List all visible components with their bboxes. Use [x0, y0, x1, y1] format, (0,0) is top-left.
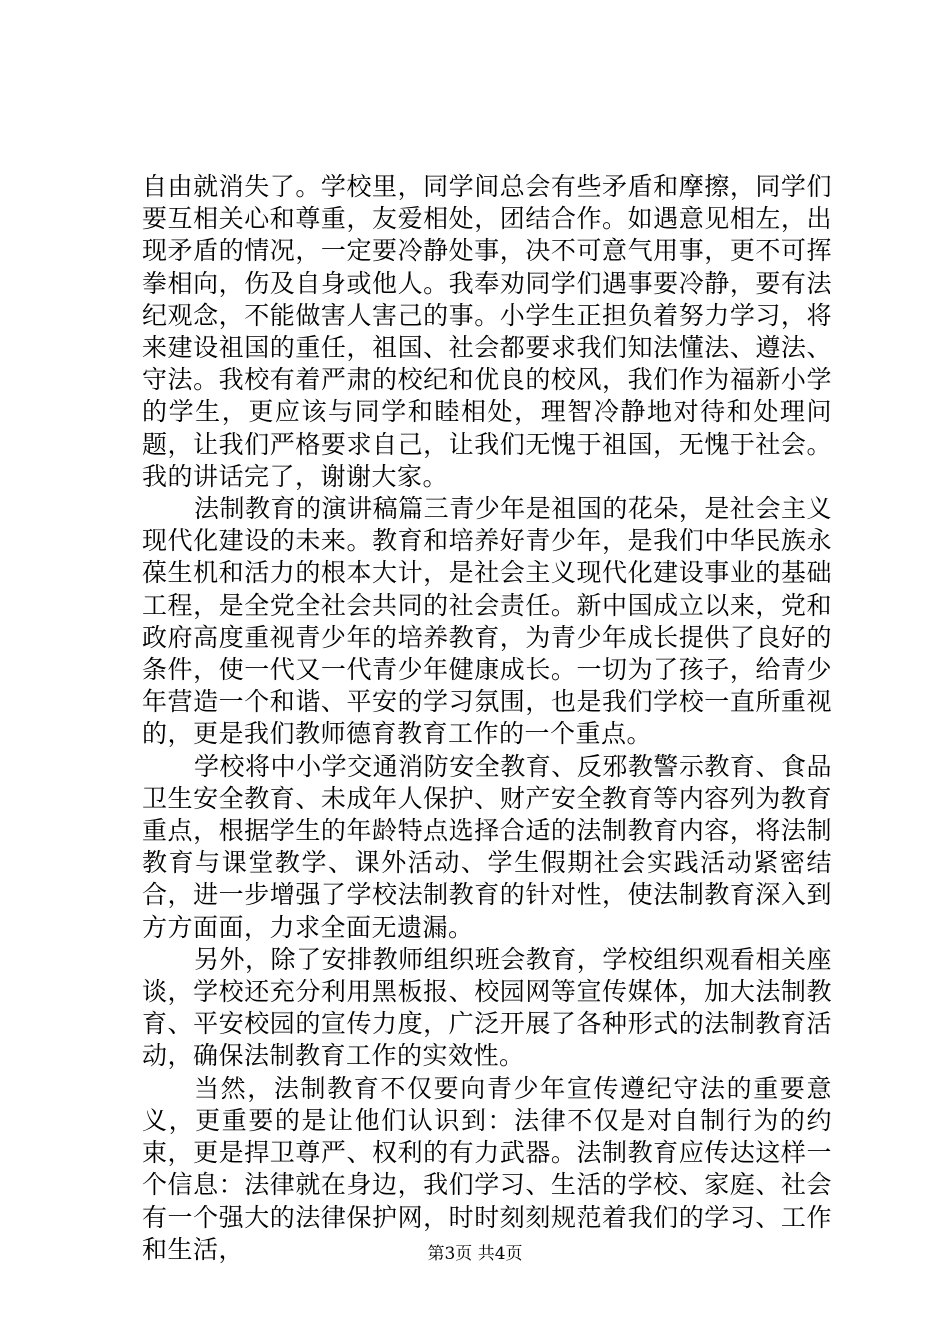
body-text — [142, 171, 832, 1266]
page-number-label: 第3页 共4页 — [427, 1244, 523, 1264]
paragraph-3: 学校将中小学交通消防安全教育、反邪教警示教育、食品卫生安全教育、未成年人保护、财产安全教育等内容列为教育重点，根据学生的年龄特点选择合适的法制教育内容，将法制教育与课堂教学、课外活动、学生假期社会实践活动紧密结合，进一步增强了学校法制教育的针对性，使法制教育深入到方方面面，力求全面无遗漏。 — [142, 751, 832, 942]
paragraph-2: 法制教育的演讲稿篇三青少年是祖国的花朵，是社会主义现代化建设的未来。教育和培养好青少年，是我们中华民族永葆生机和活力的根本大计，是社会主义现代化建设事业的基础工程，是全党全社会共同的社会责任。新中国成立以来，党和政府高度重视青少年的培养教育，为青少年成长提供了良好的条件，使一代又一代青少年健康成长。一切为了孩子，给青少年营造一个和谐、平安的学习氛围，也是我们学校一直所重视的，更是我们教师德育教育工作的一个重点。 — [142, 494, 832, 749]
paragraph-1: 自由就消失了。学校里，同学间总会有些矛盾和摩擦，同学们要互相关心和尊重，友爱相处，团结合作。如遇意见相左，出现矛盾的情况，一定要冷静处事，决不可意气用事，更不可挥拳相向，伤及自身或他人。我奉劝同学们遇事要冷静，要有法纪观念，不能做害人害己的事。小学生正担负着努力学习，将来建设祖国的重任，祖国、社会都要求我们知法懂法、遵法、守法。我校有着严肃的校纪和优良的校风，我们作为福新小学的学生，更应该与同学和睦相处，理智冷静地对待和处理问题，让我们严格要求自己，让我们无愧于祖国，无愧于社会。我的讲话完了，谢谢大家。 — [142, 172, 832, 491]
paragraph-5: 当然，法制教育不仅要向青少年宣传遵纪守法的重要意义，更重要的是让他们认识到：法律不仅是对自制行为的约束，更是捍卫尊严、权利的有力武器。法制教育应传达这样一个信息：法律就在身边，我们学习、生活的学校、家庭、社会有一个强大的法律保护网，时时刻刻规范着我们的学习、工作和生活， — [142, 1073, 832, 1264]
page-footer — [0, 1243, 950, 1265]
paragraph-4: 另外，除了安排教师组织班会教育，学校组织观看相关座谈，学校还充分利用黑板报、校园网等宣传媒体，加大法制教育、平安校园的宣传力度，广泛开展了各种形式的法制教育活动，确保法制教育工作的实效性。 — [142, 944, 832, 1071]
